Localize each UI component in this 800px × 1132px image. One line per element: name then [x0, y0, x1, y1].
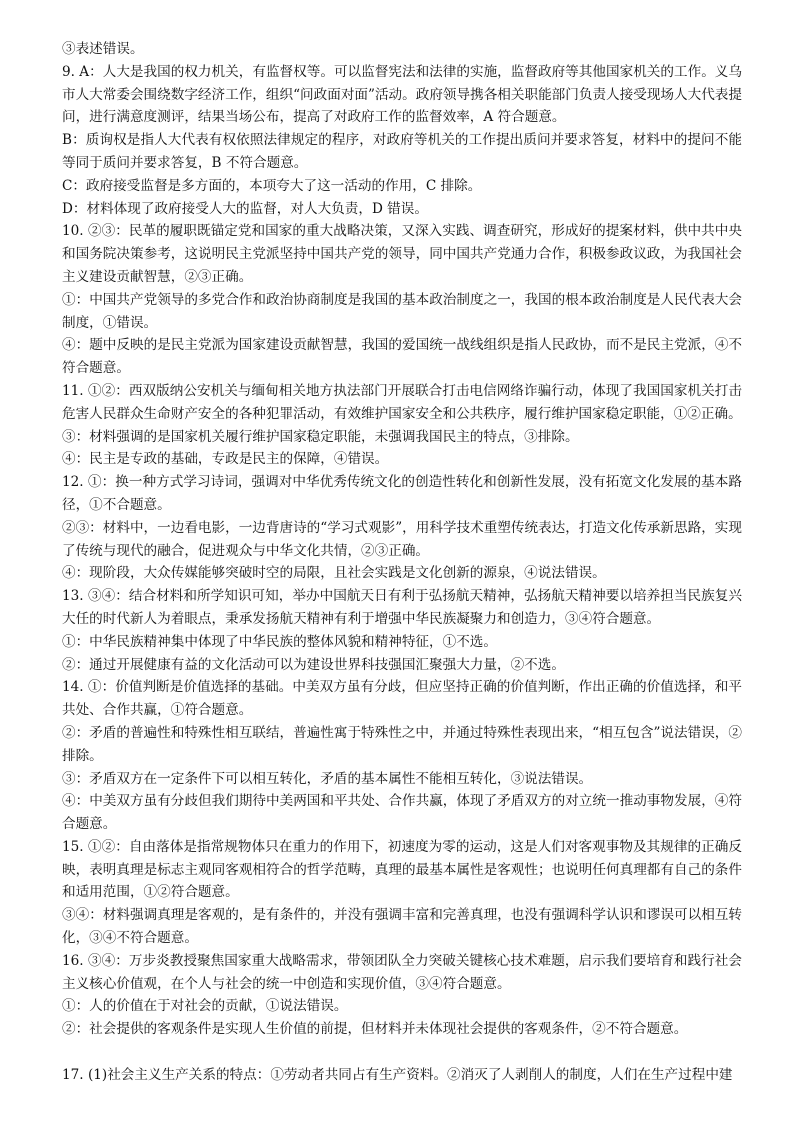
paragraph: ①：人的价值在于对社会的贡献，①说法错误。	[62, 998, 348, 1015]
paragraph: 11. ①②：西双版纳公安机关与缅甸相关地方执法部门开展联合打击电信网络诈骗行动，体现了我国国家机关打击危害人民群众生命财产安全的各种犯罪活动，有效维护国家安全和公共秩序，履行维护国家稳定职能，①②正确。	[62, 382, 742, 422]
paragraph: ④：题中反映的是民主党派为国家建设贡献智慧，我国的爱国统一战线组织是指人民政协，而不是民主党派，④不符合题意。	[62, 337, 742, 377]
paragraph: ③表述错误。	[62, 41, 144, 57]
paragraph: 12. ①：换一种方式学习诗词，强调对中华优秀传统文化的创造性转化和创新性发展，没有拓宽文化发展的基本路径，①不合题意。	[62, 474, 742, 513]
paragraph: 17. (1)社会主义生产关系的特点：①劳动者共同占有生产资料。②消灭了人剥削人的制度，人们在生产过程中建	[62, 1066, 733, 1083]
paragraph: 10. ②③：民革的履职既锚定党和国家的重大战略决策，又深入实践、调查研究，形成好的提案材料，供中共中央和国务院决策参考，这说明民主党派坚持中国共产党的领导，同中国共产党通力合作，积极参政议政，为我国社会主义建设贡献智慧，②③正确。	[62, 223, 742, 285]
paragraph: ④：现阶段，大众传媒能够突破时空的局限，且社会实践是文化创新的源泉，④说法错误。	[62, 565, 606, 582]
paragraph: 15. ①②：自由落体是指常规物体只在重力的作用下，初速度为零的运动，这是人们对客观事物及其规律的正确反映，表明真理是标志主观同客观相符合的哲学范畴，真理的最基本属性是客观性；也说明任何真理都有自己的条件和适用范围，①②符合题意。	[62, 838, 742, 901]
paragraph: ③④：材料强调真理是客观的，是有条件的，并没有强调丰富和完善真理，也没有强调科学认识和谬误可以相互转化，③④不符合题意。	[62, 907, 742, 947]
paragraph: ④：中美双方虽有分歧但我们期待中美两国和平共处、合作共赢，体现了矛盾双方的对立统一推动事物发展，④符合题意。	[62, 793, 742, 833]
paragraph: 16. ③④：万步炎教授聚焦国家重大战略需求，带领团队全力突破关键核心技术难题，启示我们要培育和践行社会主义核心价值观，在个人与社会的统一中创造和实现价值，③④符合题意。	[62, 952, 742, 992]
paragraph: 9. A：人大是我国的权力机关，有监督权等。可以监督宪法和法律的实施，监督政府等其他国家机关的工作。义乌市人大常委会围绕数字经济工作，组织“问政面对面”活动。政府领导携各相关职能部门负责人接受现场人大代表提问，进行满意度测评，结果当场公布，提高了对政府工作的监督效率，A 符合题意。	[62, 63, 742, 126]
paragraph: ②：通过开展健康有益的文化活动可以为建设世界科技强国汇聚强大力量，②不选。	[62, 656, 565, 673]
paragraph: ②：矛盾的普遍性和特殊性相互联结，普遍性寓于特殊性之中，并通过特殊性表现出来，“相互包含”说法错误，②排除。	[62, 724, 742, 764]
paragraph: ②：社会提供的客观条件是实现人生价值的前提，但材料并未体现社会提供的客观条件，②不符合题意。	[62, 1021, 688, 1038]
paragraph: ①：中国共产党领导的多党合作和政治协商制度是我国的基本政治制度之一，我国的根本政治制度是人民代表大会制度，①错误。	[62, 291, 742, 331]
blank-line	[62, 1041, 742, 1064]
paragraph: B：质询权是指人大代表有权依照法律规定的程序，对政府等机关的工作提出质问并要求答复，材料中的提问不能等同于质问并要求答复，B 不符合题意。	[62, 132, 742, 171]
paragraph: ②③：材料中，一边看电影，一边背唐诗的“学习式观影”，用科学技术重塑传统表达，打造文化传承新思路，实现了传统与现代的融合，促进观众与中华文化共情，②③正确。	[62, 519, 742, 559]
paragraph: 13. ③④：结合材料和所学知识可知，举办中国航天日有利于弘扬航天精神，弘扬航天精神要以培养担当民族复兴大任的时代新人为着眼点，秉承发扬航天精神有利于增强中华民族凝聚力和创造力，③④符合题意。	[62, 588, 742, 627]
paragraph: ④：民主是专政的基础，专政是民主的保障，④错误。	[62, 451, 389, 468]
paragraph: 14. ①：价值判断是价值选择的基础。中美双方虽有分歧，但应坚持正确的价值判断，作出正确的价值选择，和平共处、合作共赢，①符合题意。	[62, 679, 742, 719]
paragraph: D：材料体现了政府接受人大的监督，对人大负责，D 错误。	[62, 200, 428, 217]
paragraph: ③：材料强调的是国家机关履行维护国家稳定职能，未强调我国民主的特点，③排除。	[62, 428, 579, 445]
paragraph: C：政府接受监督是多方面的，本项夸大了这一活动的作用，C 排除。	[62, 177, 482, 194]
paragraph: ③：矛盾双方在一定条件下可以相互转化，矛盾的基本属性不能相互转化，③说法错误。	[62, 770, 593, 787]
paragraph: ①：中华民族精神集中体现了中华民族的整体风貌和精神特征，①不选。	[62, 633, 497, 650]
